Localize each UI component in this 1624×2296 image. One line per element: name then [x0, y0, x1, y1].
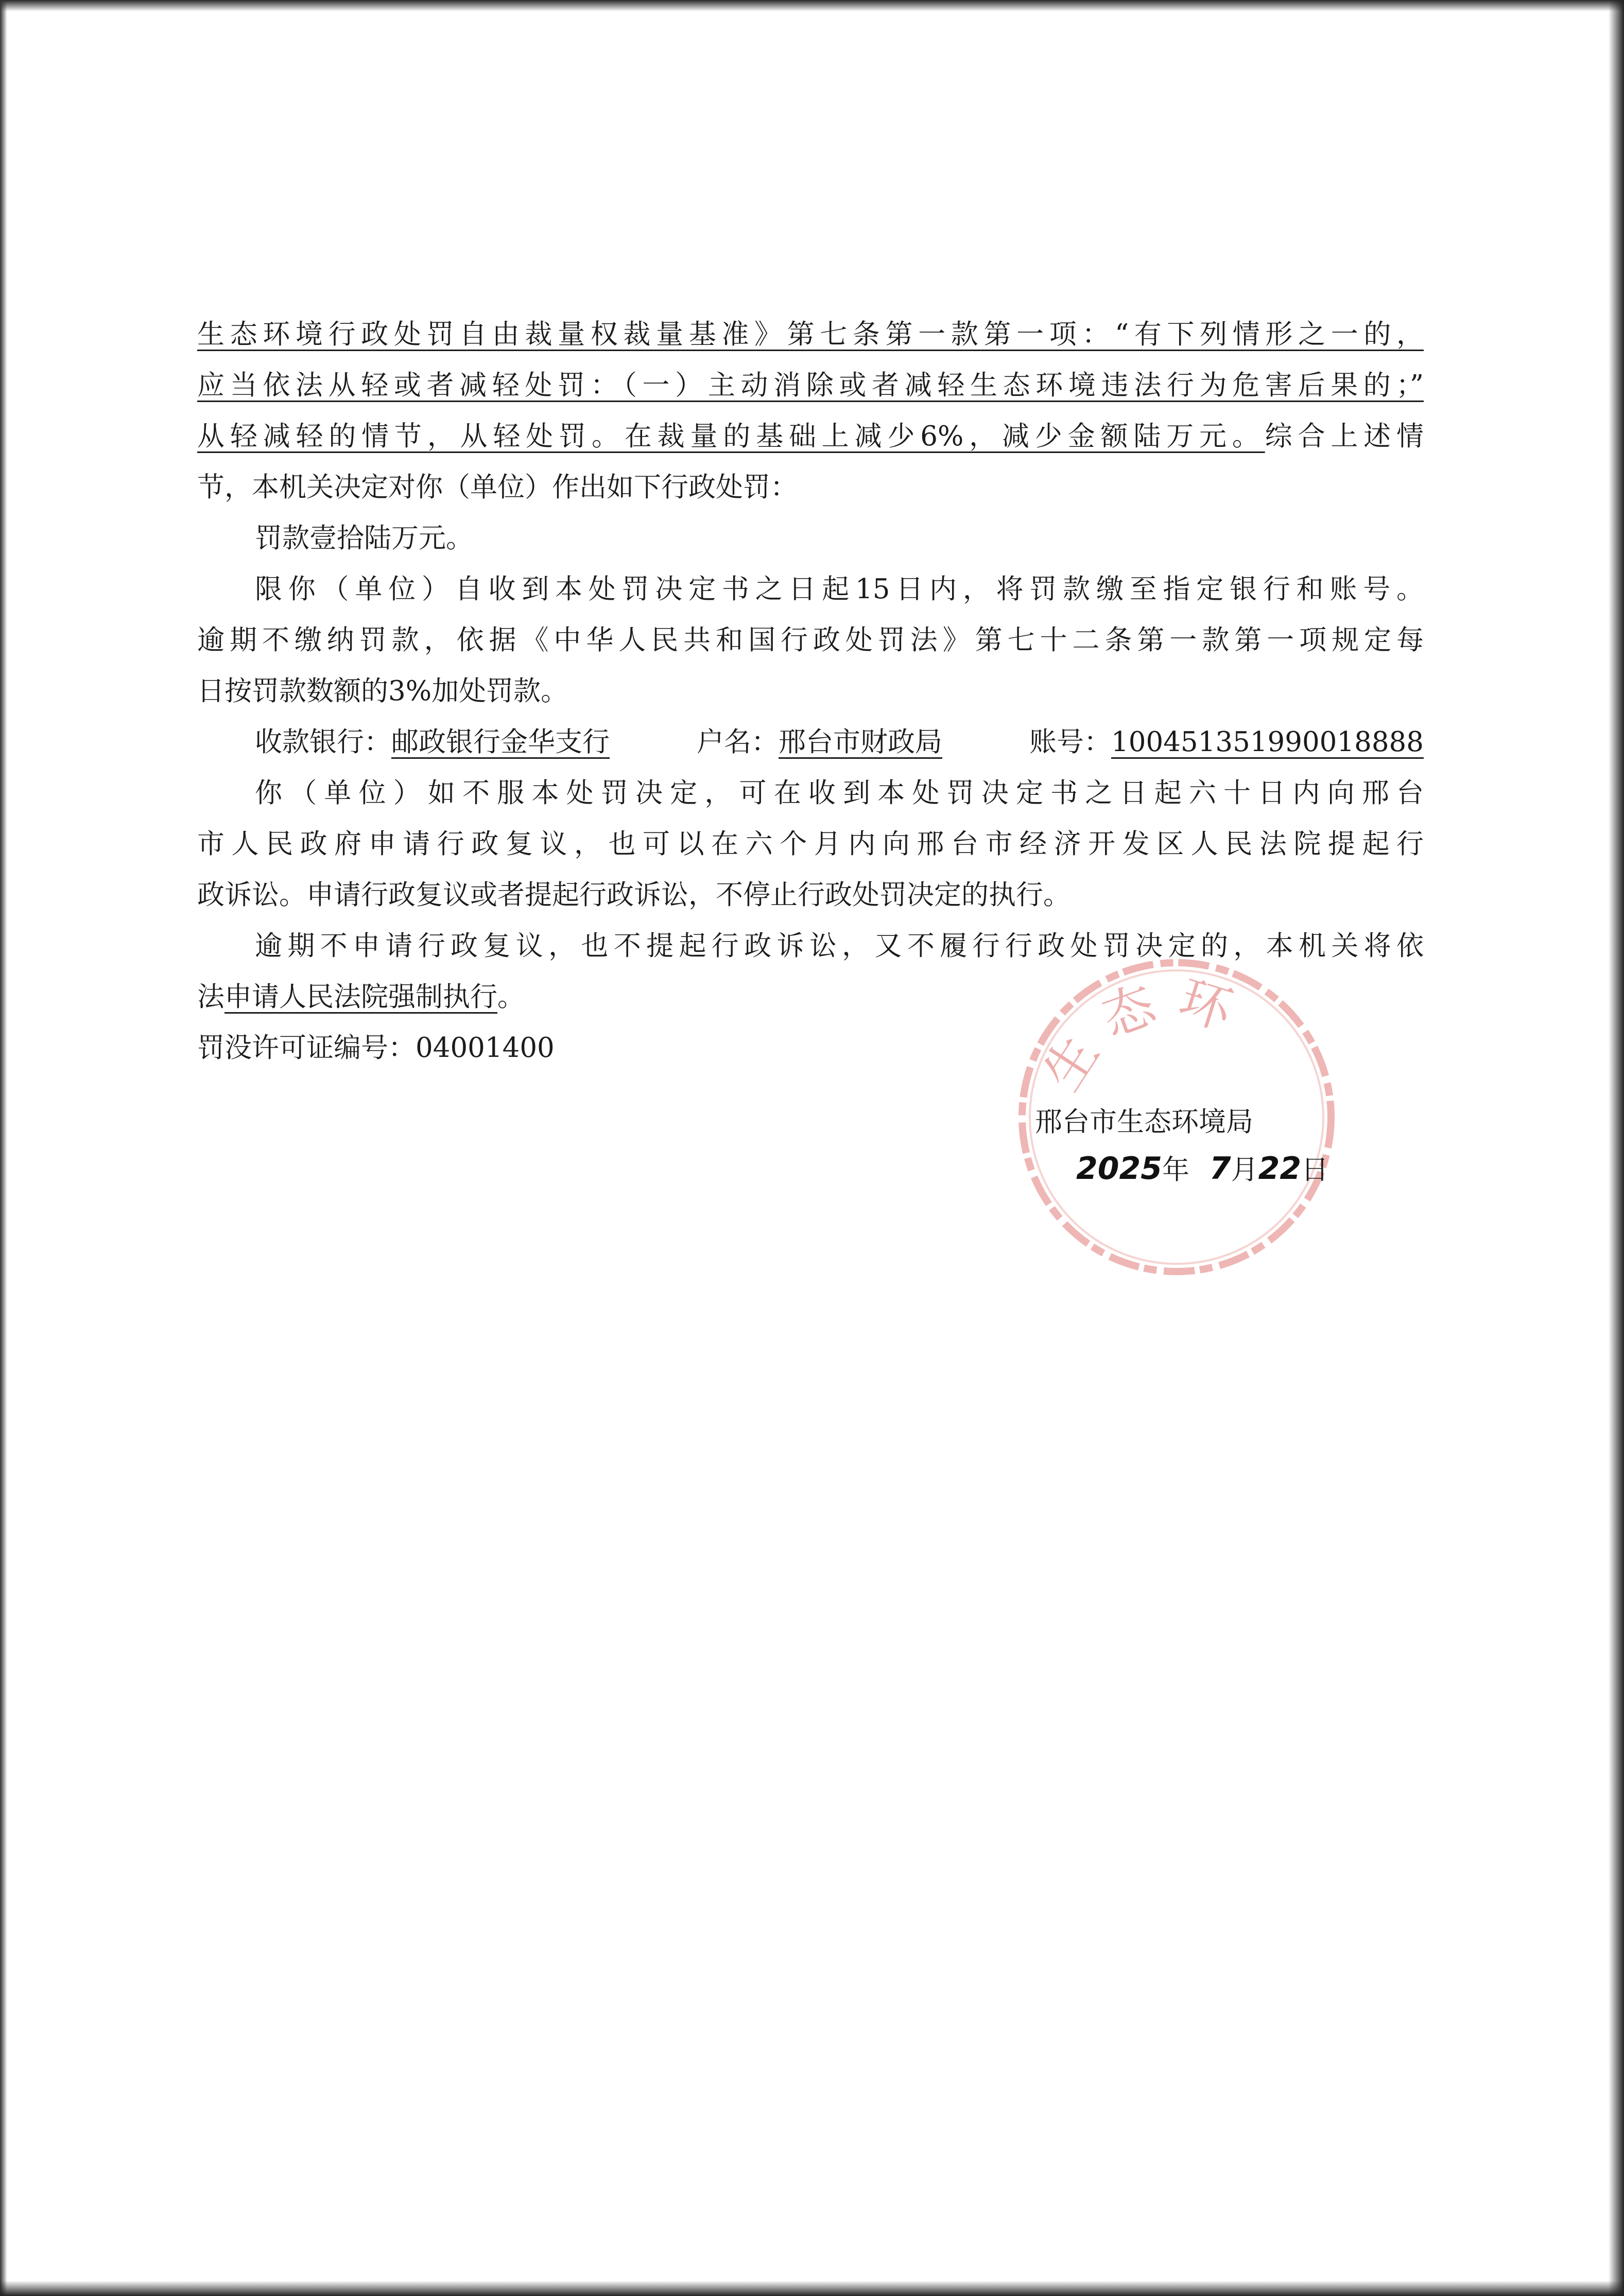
account-number-label: 账号：: [1029, 726, 1112, 758]
license-number: 罚没许可证编号：04001400: [197, 1032, 555, 1064]
paragraph-line: 应当依法从轻或者减轻处罚：（一）主动消除或者减轻生态环境违法行为危害后果的；”: [197, 370, 1424, 401]
payment-line: 限你（单位）自收到本处罚决定书之日起15日内，将罚款缴至指定银行和账号。: [255, 573, 1424, 605]
underlined-text: 从轻减轻的情节，从轻处罚。在裁量的基础上减少6%，减少金额陆万元。: [197, 421, 1265, 452]
bank-info-line: [197, 717, 1424, 768]
paragraph-line: 生态环境行政处罚自由裁量权裁量基准》第七条第一款第一项：“有下列情形之一的，: [197, 319, 1424, 350]
penalty-line: 罚款壹拾陆万元。: [255, 523, 473, 554]
handwritten-month: 7: [1209, 1151, 1231, 1187]
appeal-line: 你（单位）如不服本处罚决定，可在收到本处罚决定书之日起六十日内向邢台: [255, 777, 1424, 809]
bank-field: [255, 717, 610, 768]
scan-edge-top: [0, 0, 1624, 11]
issue-date: [1076, 1148, 1328, 1191]
bank-value: 邮政银行金华支行: [391, 726, 610, 758]
payment-line: 日按罚款数额的3%加处罚款。: [197, 675, 568, 707]
bank-label: 收款银行：: [255, 726, 391, 758]
issuer-name: 邢台市生态环境局: [1035, 1106, 1253, 1138]
account-name-field: [697, 717, 942, 768]
handwritten-day: 22: [1258, 1151, 1302, 1187]
scan-edge-right: [1609, 0, 1624, 2296]
account-name-value: 邢台市财政局: [779, 726, 943, 758]
month-suffix: 月: [1231, 1154, 1258, 1186]
underlined-text: 申请人民法院强制执行: [224, 981, 497, 1013]
year-suffix: 年: [1162, 1154, 1189, 1186]
plain-text: 。: [497, 981, 525, 1013]
appeal-line: 市人民政府申请行政复议，也可以在六个月内向邢台市经济开发区人民法院提起行: [197, 828, 1424, 860]
svg-text:生态环: [1032, 968, 1254, 1101]
handwritten-year: 2025: [1076, 1151, 1162, 1187]
paragraph-line: [197, 411, 1424, 462]
enforcement-line: 逾期不申请行政复议，也不提起行政诉讼，又不履行行政处罚决定的，本机关将依: [255, 930, 1424, 962]
scan-edge-left: [0, 0, 7, 2296]
account-name-label: 户名：: [697, 726, 779, 758]
scan-edge-bottom: [0, 2281, 1624, 2296]
seal-text: 生态环: [1031, 968, 1254, 1101]
account-number-field: [1029, 717, 1424, 768]
payment-line: 逾期不缴纳罚款，依据《中华人民共和国行政处罚法》第七十二条第一款第一项规定每: [197, 624, 1424, 656]
day-suffix: 日: [1301, 1154, 1329, 1186]
plain-text: 综合上述情: [1265, 421, 1424, 452]
plain-text: 法: [197, 981, 224, 1013]
appeal-line: 政诉讼。申请行政复议或者提起行政诉讼，不停止行政处罚决定的执行。: [197, 879, 1070, 911]
paragraph-line: 节，本机关决定对你（单位）作出如下行政处罚：: [197, 472, 798, 503]
account-number-value: 100451351990018888: [1111, 726, 1424, 758]
